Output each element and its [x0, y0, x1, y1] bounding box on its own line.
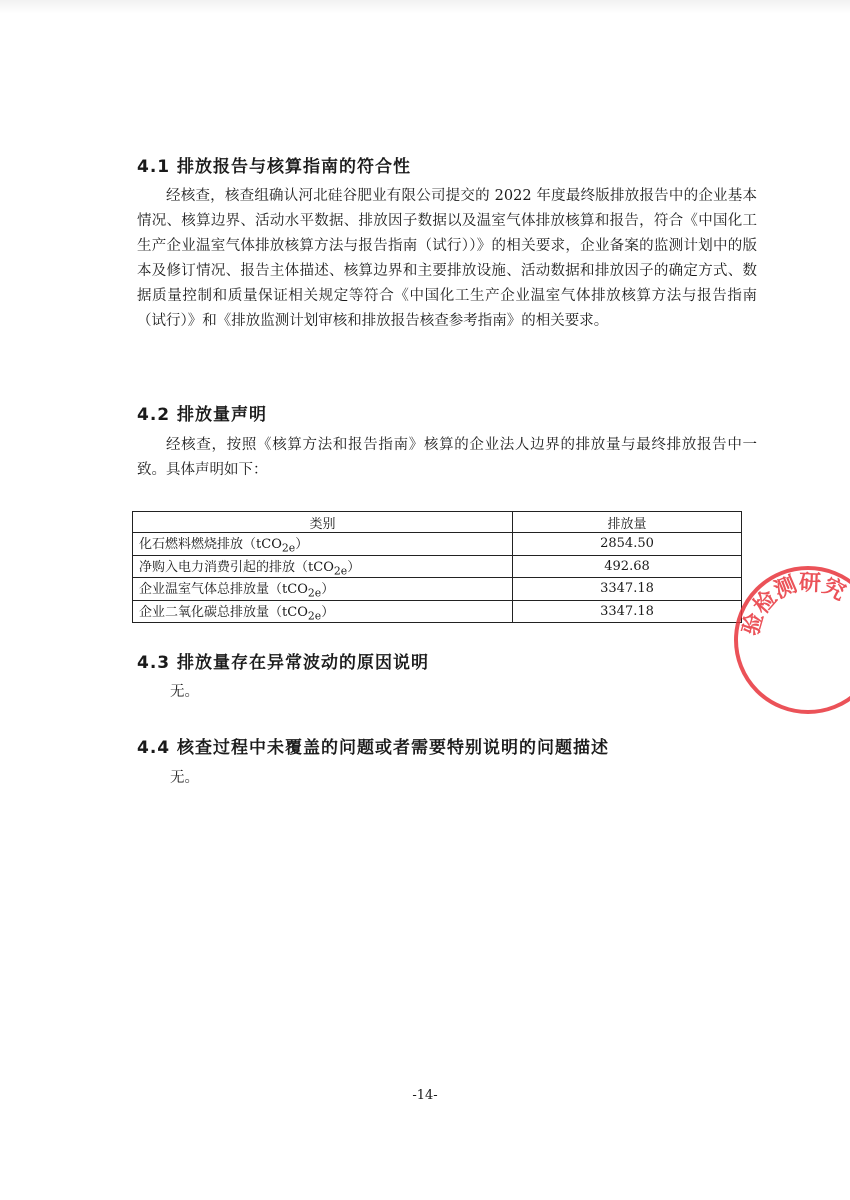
seal-text: 验检测研究	[738, 570, 850, 639]
table-header-emission: 排放量	[513, 512, 742, 533]
row-value: 3347.18	[513, 578, 742, 601]
section-heading-4-2: 4.2 排放量声明	[137, 405, 268, 425]
scan-edge	[0, 0, 850, 14]
emissions-table	[132, 511, 742, 623]
table-row	[133, 578, 742, 601]
row-label: 化石燃料燃烧排放（tCO$_{2e}$）	[133, 533, 513, 556]
row-label: 企业二氧化碳总排放量（tCO$_{2e}$）	[133, 600, 513, 623]
official-seal-stamp	[728, 560, 850, 720]
table-row	[133, 555, 742, 578]
row-value: 3347.18	[513, 600, 742, 623]
row-label: 企业温室气体总排放量（tCO$_{2e}$）	[133, 578, 513, 601]
section-body-4-1: 经核查，核查组确认河北硅谷肥业有限公司提交的 2022 年度最终版排放报告中的企业基本情况、核算边界、活动水平数据、排放因子数据以及温室气体排放核算和报告，符合《中国化工生产企业温室气体排放核算方法与报告指南（试行））》的相关要求，企业备案的监测计划中的版本及修订情况、报告主体描述、核算边界和主要排放设施、活动数据和排放因子的确定方式、数据质量控制和质量保证相关规定等符合《中国化工生产企业温室气体排放核算方法与报告指南（试行）》和《排放监测计划审核和排放报告核查参考指南》的相关要求。	[137, 188, 757, 329]
section-body-4-3: 无。	[170, 684, 199, 700]
table-header-row	[133, 512, 742, 533]
section-heading-4-1: 4.1 排放报告与核算指南的符合性	[137, 157, 412, 177]
section-body-4-2: 经核查，按照《核算方法和报告指南》核算的企业法人边界的排放量与最终排放报告中一致。具体声明如下：	[137, 437, 757, 478]
section-body-4-4: 无。	[170, 770, 199, 786]
page-number: -14-	[412, 1088, 438, 1103]
section-heading-4-4: 4.4 核查过程中未覆盖的问题或者需要特别说明的问题描述	[137, 738, 610, 758]
row-value: 2854.50	[513, 533, 742, 556]
table-row	[133, 600, 742, 623]
row-value: 492.68	[513, 555, 742, 578]
table-header-category: 类别	[133, 512, 513, 533]
section-heading-4-3: 4.3 排放量存在异常波动的原因说明	[137, 653, 430, 673]
table-row	[133, 533, 742, 556]
row-label: 净购入电力消费引起的排放（tCO$_{2e}$）	[133, 555, 513, 578]
